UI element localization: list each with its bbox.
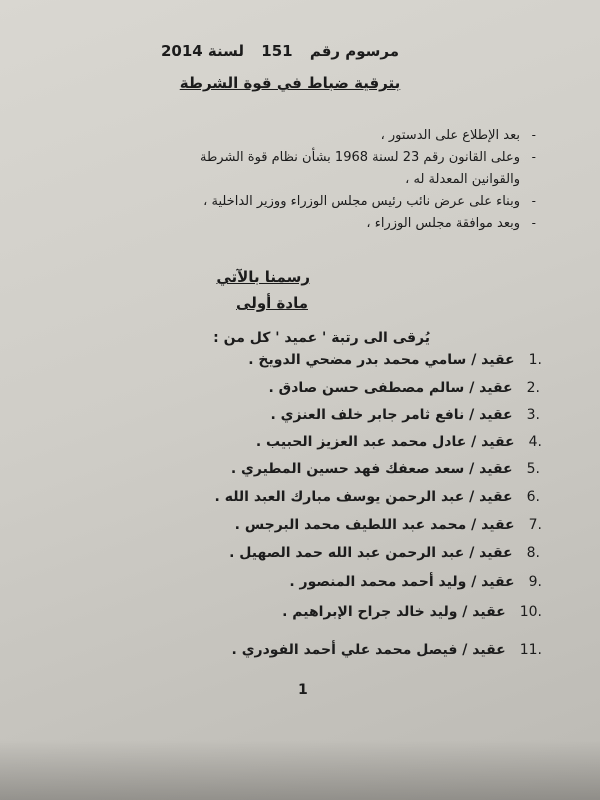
item-text: عقيد / سامي محمد بدر مضحي الدويخ . <box>248 352 515 368</box>
decree-subject: بترقية ضباط في قوة الشرطة <box>179 74 401 92</box>
item-text: عقيد / وليد خالد جراح الإبراهيم . <box>282 604 506 620</box>
list-item <box>232 642 542 658</box>
item-number: .1 <box>528 352 542 368</box>
item-text: عقيد / عبد الرحمن يوسف مبارك العبد الله . <box>214 489 513 505</box>
item-number: .8 <box>526 545 540 561</box>
item-number: .5 <box>526 461 540 477</box>
list-item <box>282 604 542 620</box>
item-number: .11 <box>519 642 542 658</box>
promotion-intro: يُرقى الى رتبة ' عميد ' كل من : <box>213 330 430 346</box>
list-item <box>270 407 540 423</box>
item-number: .7 <box>528 517 542 533</box>
preamble-line: - وعلى القانون رقم 23 لسنة 1968 بشأن نظام قوة الشرطة <box>199 150 536 165</box>
article-heading: مادة أولى <box>236 294 308 312</box>
item-number: .10 <box>519 604 542 620</box>
item-text: عقيد / عادل محمد عبد العزيز الحبيب . <box>255 434 515 450</box>
item-number: .2 <box>526 380 540 396</box>
item-number: .6 <box>526 489 540 505</box>
preamble-line: والقوانين المعدلة له ، <box>405 172 520 187</box>
list-item <box>248 352 542 368</box>
item-number: .3 <box>526 407 540 423</box>
item-text: عقيد / محمد عبد اللطيف محمد البرجس . <box>234 517 515 533</box>
decree-title <box>150 42 410 60</box>
page-shadow <box>0 740 600 800</box>
item-number: .9 <box>528 574 542 590</box>
item-text: عقيد / وليد أحمد محمد المنصور . <box>289 574 515 590</box>
preamble-line: - وبعد موافقة مجلس الوزراء ، <box>366 216 536 231</box>
list-item <box>268 380 540 396</box>
list-item <box>215 489 540 505</box>
decreed-heading: رسمنا بالآتي <box>216 268 310 286</box>
item-text: عقيد / عبد الرحمن عبد الله حمد الصهيل . <box>229 545 513 561</box>
item-text: عقيد / فيصل محمد علي أحمد الفودري . <box>231 642 506 658</box>
list-item <box>235 517 542 533</box>
list-item <box>256 434 542 450</box>
item-text: عقيد / سالم مصطفى حسن صادق . <box>268 380 513 396</box>
decree-number: 151 <box>261 42 293 60</box>
item-text: عقيد / سعد صعفك فهد حسين المطيري . <box>230 461 513 477</box>
decree-year: لسنة 2014 <box>160 42 245 60</box>
item-number: .4 <box>528 434 542 450</box>
list-item <box>231 461 540 477</box>
preamble-line: - بعد الإطلاع على الدستور ، <box>380 128 536 143</box>
item-text: عقيد / نافع ثامر جابر خلف العنزي . <box>270 407 513 423</box>
list-item <box>229 545 540 561</box>
preamble-line: - وبناء على عرض نائب رئيس مجلس الوزراء ووزير الداخلية ، <box>203 194 536 209</box>
list-item <box>289 574 542 590</box>
decree-label: مرسوم رقم <box>309 42 400 60</box>
page-number: 1 <box>298 682 308 698</box>
